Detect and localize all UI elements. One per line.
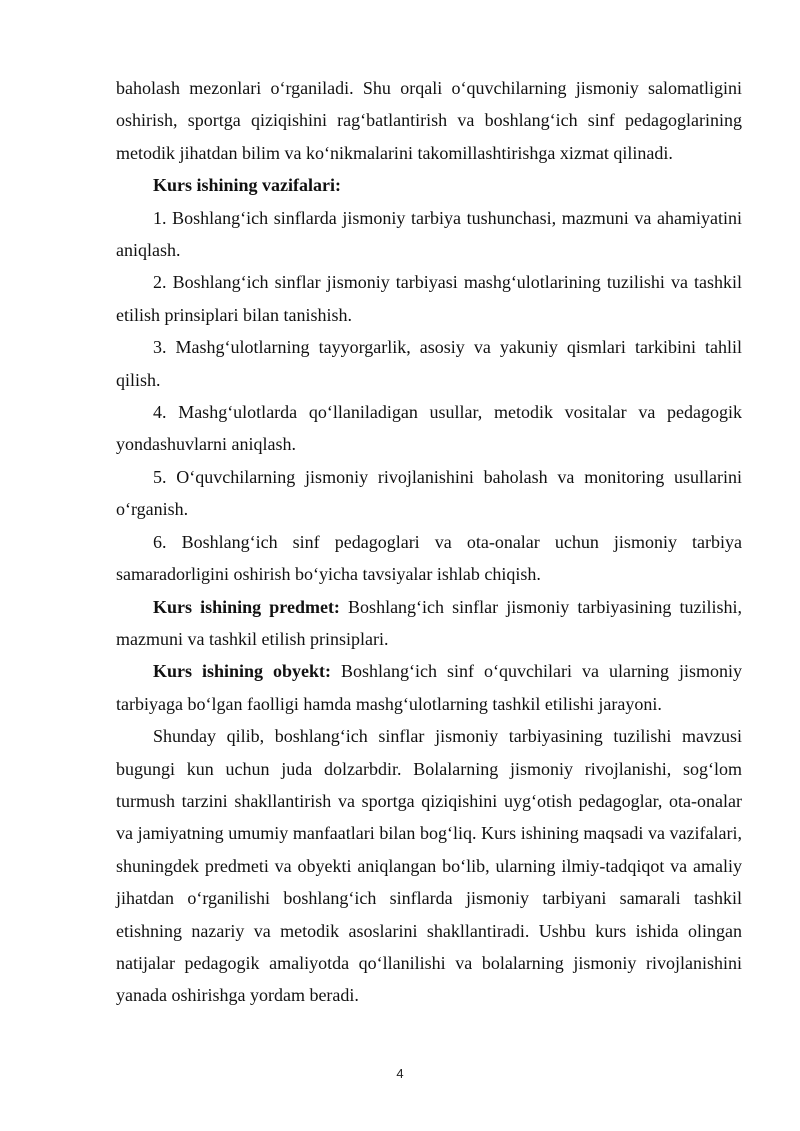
task-item-2: 2. Boshlang‘ich sinflar jismoniy tarbiyasi mashg‘ulotlarining tuzilishi va tashkil etilish prinsiplari bilan tanishish.	[116, 272, 742, 325]
object-label: Kurs ishining obyekt:	[153, 661, 332, 682]
object-text: Boshlang‘ich sinf o‘quvchilari va ularning jismoniy tarbiyaga bo‘lgan faolligi hamda mashg‘ulotlarning tashkil etilishi jarayoni.	[116, 661, 742, 714]
intro-paragraph: baholash mezonlari o‘rganiladi. Shu orqali o‘quvchilarning jismoniy salomatligini oshirish, sportga qiziqishini rag‘batlantirish va boshlang‘ich sinf pedagoglarining metodik jihatdan bilim va ko‘nikmalarini takomillashtirishga xizmat qilinadi.	[116, 78, 742, 163]
subject-text: Boshlang‘ich sinflar jismoniy tarbiyasining tuzilishi, mazmuni va tashkil etilish prinsiplari.	[116, 596, 742, 649]
subject-paragraph	[116, 591, 742, 656]
task-item-6: 6. Boshlang‘ich sinf pedagoglari va ota-onalar uchun jismoniy tarbiya samaradorligini oshirish bo‘yicha tavsiyalar ishlab chiqish.	[116, 531, 742, 585]
page-number: 4	[396, 1066, 404, 1081]
task-item-5: 5. O‘quvchilarning jismoniy rivojlanishini baholash va monitoring usullarini o‘rganish.	[116, 466, 742, 520]
task-item-4: 4. Mashg‘ulotlarda qo‘llaniladigan usullar, metodik vositalar va pedagogik yondashuvlarni aniqlash.	[116, 402, 742, 455]
document-page	[116, 72, 742, 1012]
subject-label: Kurs ishining predmet:	[153, 596, 340, 617]
task-item-1: 1. Boshlang‘ich sinflarda jismoniy tarbiya tushunchasi, mazmuni va ahamiyatini aniqlash.	[116, 207, 742, 261]
task-item-3: 3. Mashg‘ulotlarning tayyorgarlik, asosiy va yakuniy qismlari tarkibini tahlil qilish.	[116, 337, 742, 390]
tasks-heading: Kurs ishining vazifalari:	[153, 175, 342, 196]
object-paragraph	[116, 655, 742, 720]
conclusion-paragraph: Shunday qilib, boshlang‘ich sinflar jismoniy tarbiyasining tuzilishi mavzusi bugungi kun uchun juda dolzarbdir. Bolalarning jismoniy rivojlanishi, sog‘lom turmush tarzini shakllantirish va sportga qiziqishini uyg‘otish pedagoglar, ota-onalar va jamiyatning umumiy manfaatlari bilan bog‘liq. Kurs ishining maqsadi va vazifalari, shuningdek predmeti va obyekti aniqlangan bo‘lib, ularning ilmiy-tadqiqot va amaliy jihatdan o‘rganilishi boshlang‘ich sinflarda jismoniy tarbiyani samarali tashkil etishning nazariy va metodik asoslarini shakllantiradi. Ushbu kurs ishida olingan natijalar pedagogik amaliyotda qo‘llanilishi va bolalarning jismoniy rivojlanishini yanada oshirishga yordam beradi.	[116, 726, 742, 1006]
